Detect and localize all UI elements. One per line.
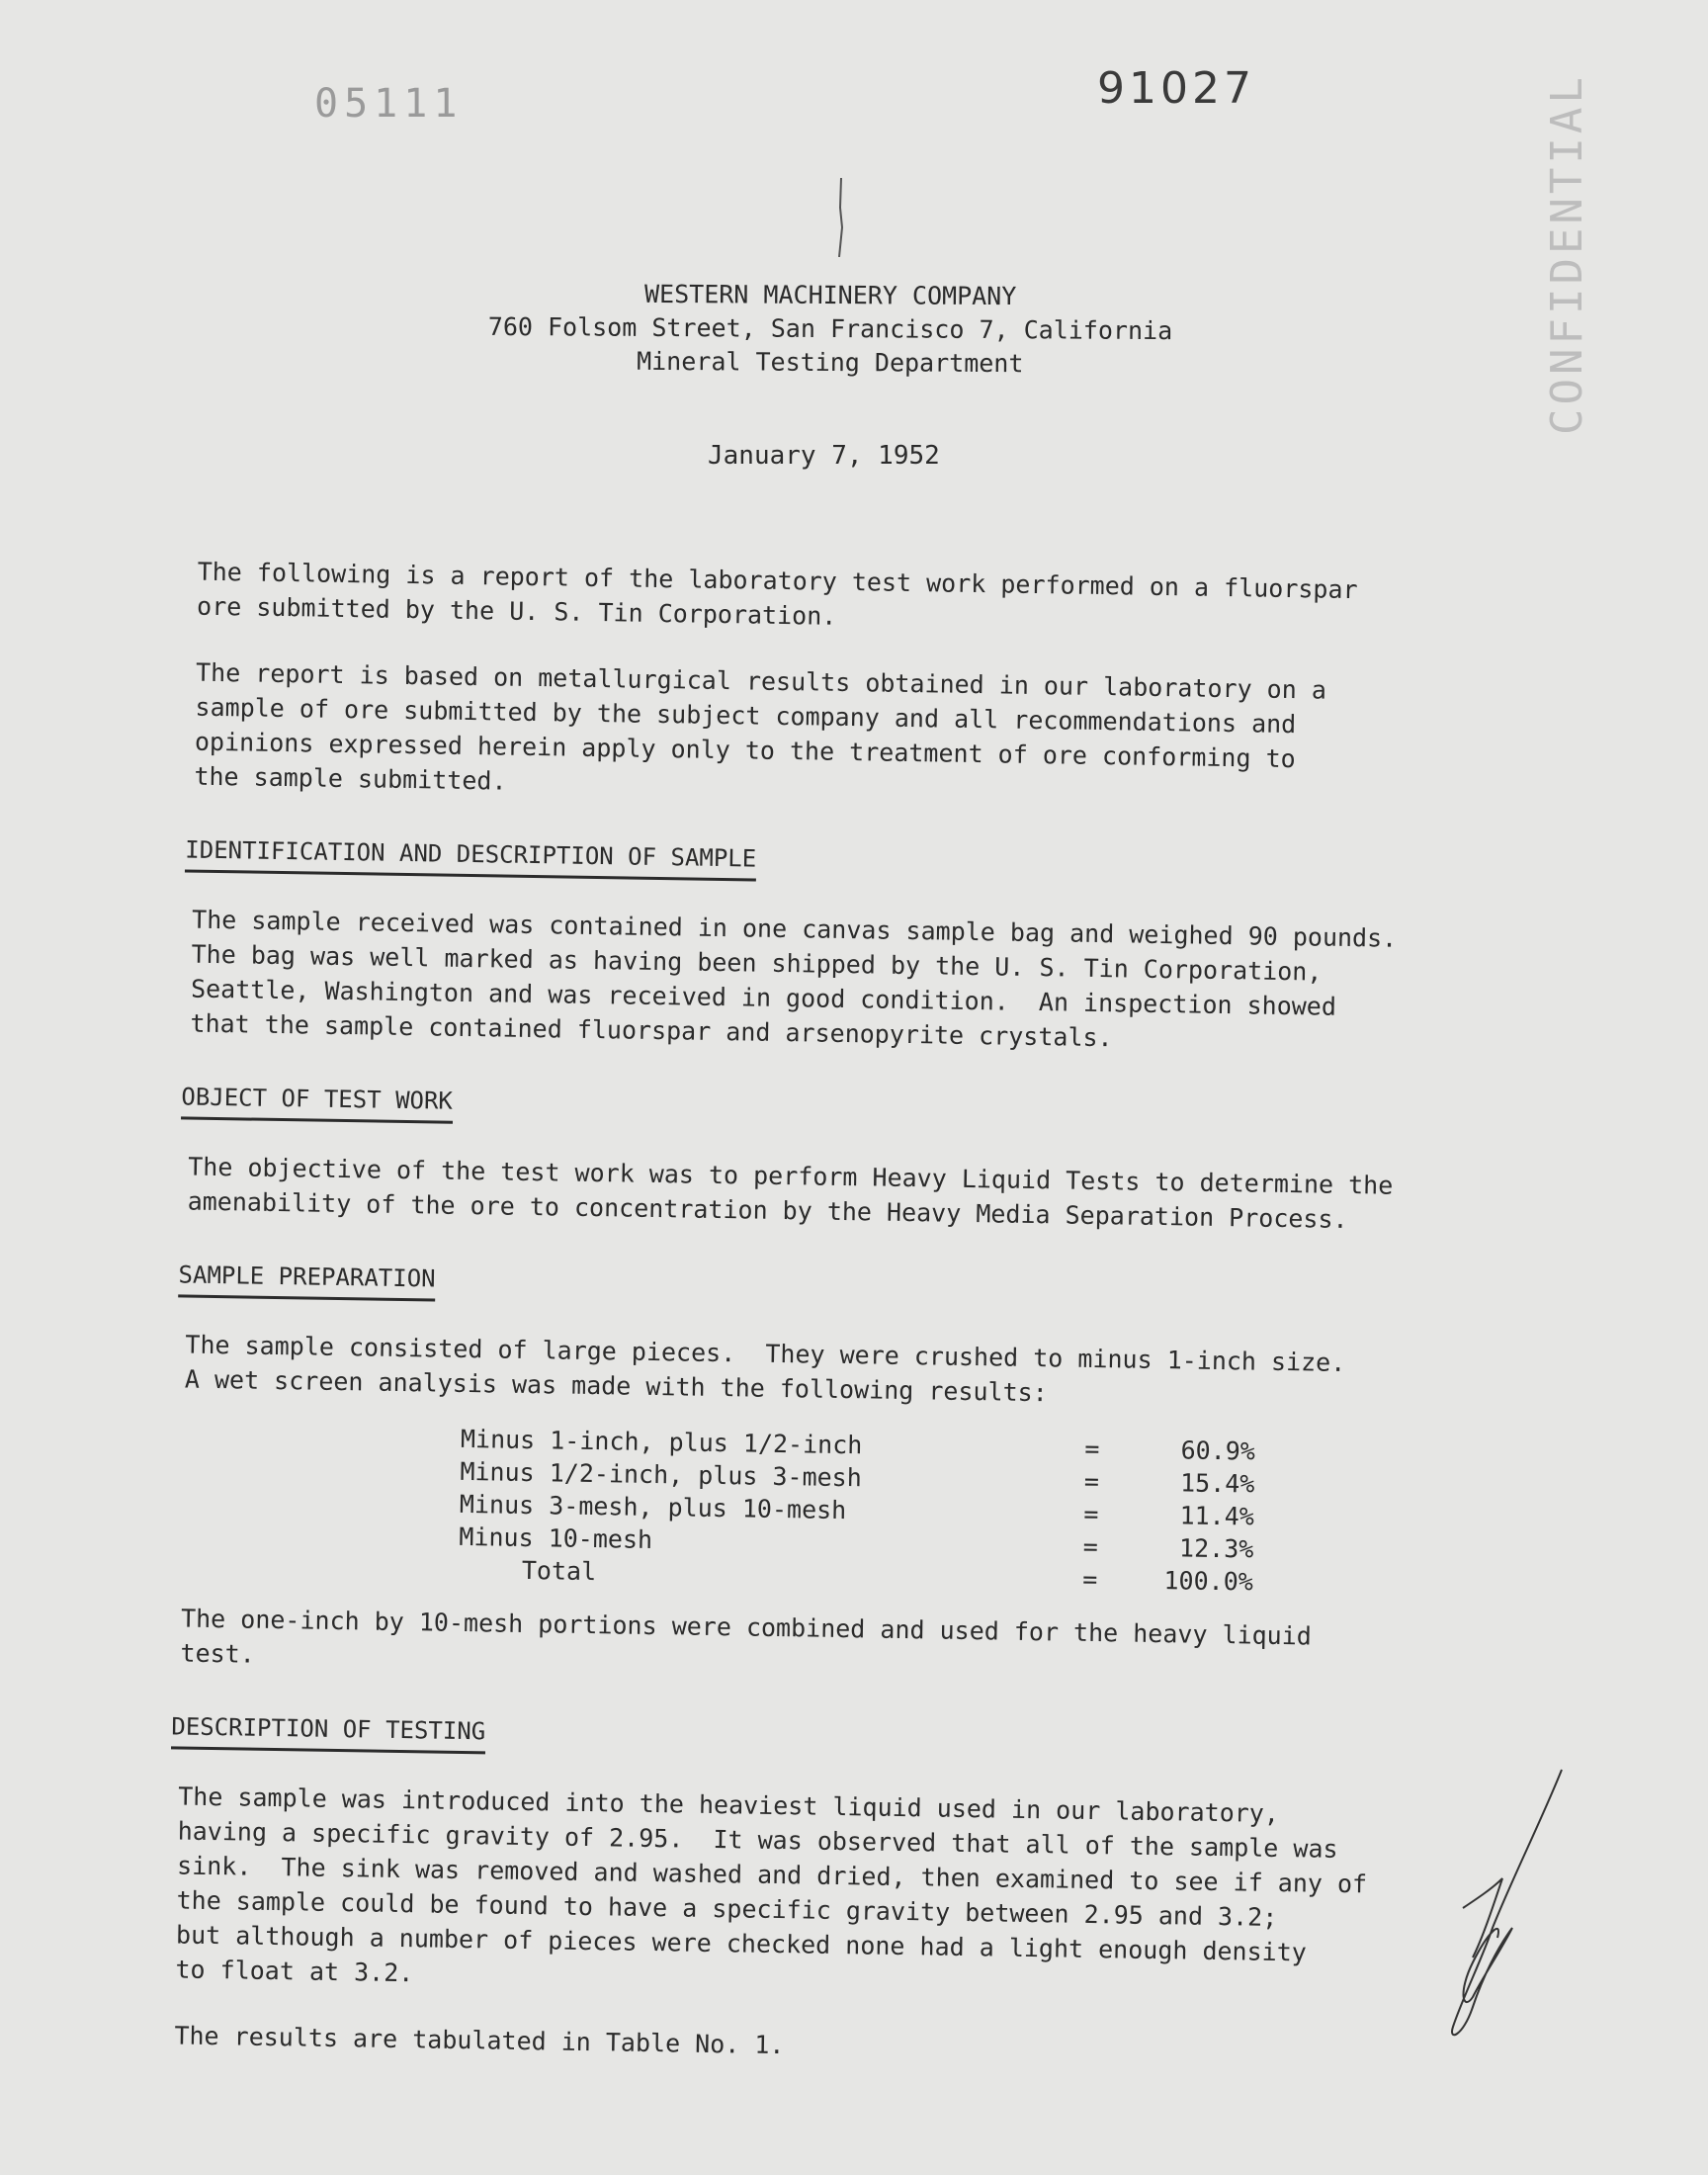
screen-percent: 60.9% [1180, 1436, 1256, 1466]
screen-size-label: Minus 1-inch, plus 1/2-inch [460, 1424, 863, 1460]
section-heading-object: OBJECT OF TEST WORK [181, 1080, 453, 1123]
letterhead [435, 277, 1227, 383]
closing-line: The results are tabulated in Table No. 1. [174, 2021, 785, 2060]
equals-sign: = [1083, 1499, 1099, 1529]
identification-paragraph: The sample received was contained in one canvas sample bag and weighed 90 pounds. The bag was well marked as having been shipped by the U. S. Tin Corporation, Seattle, Washington and was received in good condition. An inspection showed that the sample contained fluorspar and arsenopyrite crystals. [190, 905, 1398, 1053]
report-date: January 7, 1952 [708, 441, 940, 471]
report-body [134, 554, 1542, 2106]
section-heading-testing: DESCRIPTION OF TESTING [171, 1709, 485, 1754]
equals-sign: = [1082, 1531, 1099, 1562]
side-stamp: CONFIDENTIAL [1542, 73, 1592, 435]
preparation-paragraph: The sample consisted of large pieces. They were crushed to minus 1-inch size. A wet screen analysis was made with the following results: [184, 1330, 1346, 1408]
section-heading-identification: IDENTIFICATION AND DESCRIPTION OF SAMPLE [185, 832, 757, 881]
screen-size-label: Minus 1/2-inch, plus 3-mesh [460, 1456, 863, 1493]
section-heading-preparation: SAMPLE PREPARATION [178, 1258, 436, 1301]
company-name: WESTERN MACHINERY COMPANY [643, 279, 1017, 311]
intro-paragraph-2: The report is based on metallurgical results obtained in our laboratory on a sample of ore submitted by the subject company and all recommendations and opinions expressed herein apply only to the treatment of ore conforming to the sample submitted. [194, 657, 1327, 796]
screen-size-label: Minus 10-mesh [459, 1522, 653, 1554]
company-address: 760 Folsom Street, San Francisco 7, California [487, 311, 1173, 346]
screen-size-label: Minus 3-mesh, plus 10-mesh [459, 1489, 847, 1525]
equals-sign: = [1082, 1564, 1098, 1595]
department-name: Mineral Testing Department [637, 346, 1024, 379]
screen-analysis-table [459, 1423, 1255, 1599]
handwritten-initials [1404, 1760, 1601, 2056]
equals-sign: = [1084, 1434, 1100, 1464]
total-percent: 100.0% [1163, 1566, 1254, 1597]
screen-percent: 11.4% [1179, 1501, 1255, 1531]
punch-mark [836, 178, 846, 257]
object-paragraph: The objective of the test work was to perform Heavy Liquid Tests to determine the amenability of the ore to concentration by the Heavy Media Separation Process. [187, 1152, 1394, 1234]
screen-percent: 15.4% [1179, 1468, 1255, 1499]
serial-number-left: 05111 [314, 81, 464, 127]
preparation-after-paragraph: The one-inch by 10-mesh portions were combined and used for the heavy liquid test. [180, 1604, 1313, 1669]
testing-paragraph: The sample was introduced into the heaviest liquid used in our laboratory, having a specific gravity of 2.95. It was observed that all of the sample was sink. The sink was removed and washed and dried, then examined to see if any of the sample could be found to have a specific gravity between 2.95 and 3.2; but although a number of pieces were checked none had a light enough density to float at 3.2. [175, 1782, 1368, 1988]
intro-paragraph-1: The following is a report of the laboratory test work performed on a fluorspar ore submitted by the U. S. Tin Corporation. [196, 557, 1358, 631]
total-label: Total [521, 1555, 597, 1587]
serial-number-right: 91027 [1097, 63, 1255, 114]
screen-percent: 12.3% [1178, 1533, 1254, 1564]
equals-sign: = [1083, 1466, 1100, 1497]
